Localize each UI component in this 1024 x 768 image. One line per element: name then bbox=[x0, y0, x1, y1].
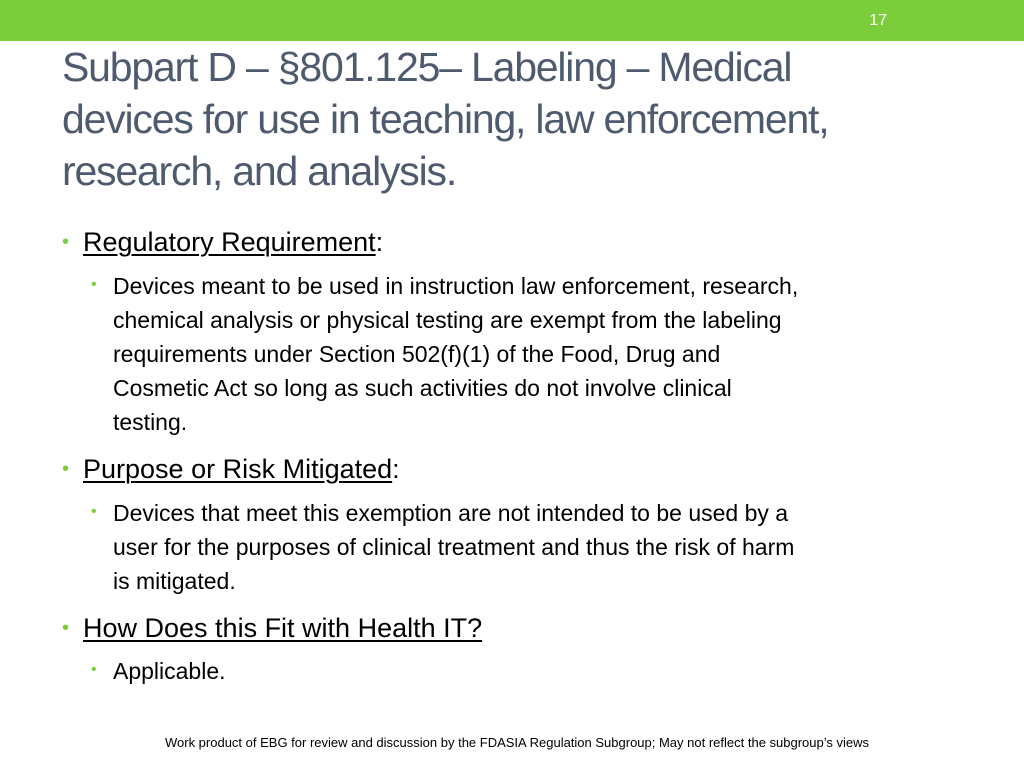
bullet-dot-icon: • bbox=[62, 458, 70, 480]
title-line: devices for use in teaching, law enforcement, bbox=[62, 96, 829, 142]
sub-bullet-line: Cosmetic Act so long as such activities do not involve clinical bbox=[113, 375, 732, 401]
bullet-heading: Regulatory Requirement bbox=[83, 227, 376, 257]
bullet-dot-icon: • bbox=[62, 231, 70, 253]
bullet-heading: Purpose or Risk Mitigated bbox=[83, 454, 393, 484]
sub-bullet-dot-icon: • bbox=[91, 503, 97, 520]
sub-bullet-line: Devices that meet this exemption are not intended to be used by a bbox=[113, 500, 789, 526]
title-line: Subpart D – §801.125– Labeling – Medical bbox=[62, 44, 792, 90]
sub-bullet-line: testing. bbox=[113, 409, 188, 435]
sub-bullet-line: requirements under Section 502(f)(1) of the Food, Drug and bbox=[113, 341, 721, 367]
sub-bullet-line: Applicable. bbox=[113, 658, 226, 684]
bullet-heading-suffix: : bbox=[392, 454, 400, 484]
sub-bullet-line: is mitigated. bbox=[113, 568, 236, 594]
slide-number: 17 bbox=[869, 12, 887, 29]
header-bar bbox=[0, 0, 1024, 41]
bullet-heading: How Does this Fit with Health IT? bbox=[83, 613, 483, 643]
title-line: research, and analysis. bbox=[62, 148, 457, 194]
bullet-dot-icon: • bbox=[62, 617, 70, 639]
bullet-heading-suffix: : bbox=[375, 227, 384, 257]
sub-bullet-line: user for the purposes of clinical treatment and thus the risk of harm bbox=[113, 534, 795, 560]
sub-bullet-line: chemical analysis or physical testing are exempt from the labeling bbox=[113, 307, 782, 333]
sub-bullet-dot-icon: • bbox=[91, 276, 97, 293]
sub-bullet-dot-icon: • bbox=[91, 661, 97, 678]
footer-disclaimer: Work product of EBG for review and discussion by the FDASIA Regulation Subgroup; May not reflect the subgroup’s views bbox=[164, 735, 870, 750]
slide-title bbox=[62, 41, 962, 197]
sub-bullet-line: Devices meant to be used in instruction law enforcement, research, bbox=[113, 273, 799, 299]
